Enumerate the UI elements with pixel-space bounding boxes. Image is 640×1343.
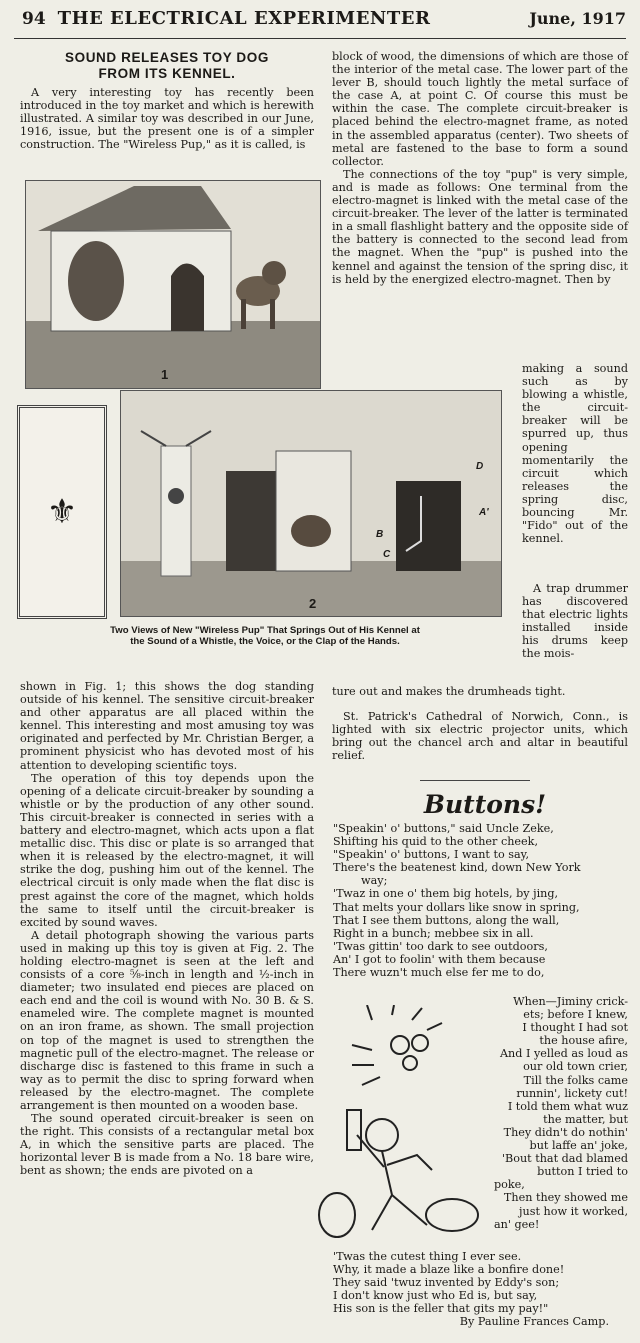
paragraph: St. Patrick's Cathedral of Norwich, Conn., is lighted with six electric projector units, which bring out the chancel arch and altar in beautiful relief. bbox=[332, 710, 628, 763]
figure-2-label: 2 bbox=[309, 596, 317, 611]
figure-caption: Two Views of New "Wireless Pup" That Springs Out of His Kennel at the Sound of a Whistle, the Voice, or the Clap of the Hands. bbox=[110, 625, 420, 647]
kennel-illustration bbox=[26, 181, 320, 388]
issue-date: June, 1917 bbox=[529, 9, 626, 28]
figure-2-photo bbox=[120, 390, 502, 617]
apparatus-illustration bbox=[121, 391, 501, 616]
filler-notes bbox=[332, 685, 628, 762]
article-intro bbox=[20, 50, 314, 151]
page-number: 94 bbox=[22, 9, 46, 29]
paragraph: making a sound such as by blowing a whistle, the circuit-breaker will be spurred up, thus opening momentarily the circuit which releases the spring disc, bouncing Mr. "Fido" out of the kennel. bbox=[522, 362, 628, 546]
fleur-de-lis-icon: ⚜ bbox=[17, 405, 107, 619]
figure-1-photo bbox=[25, 180, 321, 389]
magazine-title: THE ELECTRICAL EXPERIMENTER bbox=[57, 8, 431, 29]
paragraph: The operation of this toy depends upon the opening of a delicate circuit-breaker by sounding a whistle or by the production of any other sound. This circuit-breaker is connected in series with a battery and electro-magnet, which acts upon a flat metallic disc. This disc or plate is so arranged that when it is released by the electro-magnet, it will strike the dog, pushing him out of the kennel. The electrical circuit is only made when the flat disc is prest against the core of the magnet, which holds the same to itself until the circuit-breaker is excited by sound waves. bbox=[20, 771, 314, 929]
part-label-b: B bbox=[376, 529, 384, 540]
paragraph: ture out and makes the drumheads tight. bbox=[332, 685, 566, 698]
article-col2-top bbox=[332, 50, 628, 286]
paragraph: shown in Fig. 1; this shows the dog standing outside of his kennel. The sensitive circuit-breaker and other apparatus are all placed within the kennel. This interesting and most amusing toy was originated and perfected by Mr. Christian Berger, a prominent physicist who has devoted most of his attention to developing scientific toys. bbox=[20, 680, 314, 772]
paragraph: The sound operated circuit-breaker is seen on the right. This consists of a rectangular metal box A, in which the sensitive parts are placed. The horizontal lever B is made from a No. 18 bare wire, bent as shown; the ends are pivoted on a bbox=[20, 1112, 314, 1178]
header-rule bbox=[14, 38, 626, 39]
part-label-c: C bbox=[383, 549, 391, 560]
poem-stanza-a: "Speakin' o' buttons," said Uncle Zeke, Shifting his quid to the other cheek, "Speakin' o' buttons, I want to say, There's the beatenest kind, down New York way; 'Twaz in one o' them big hotels, by jing, That melts your dollars like snow in spring, That I see them buttons, along the wall, Right in a bunch; mebbee six in all. 'Twas gittin' too dark to see outdoors, An' I got to foolin' with them because There wuzn't much else fer me to do, bbox=[333, 822, 581, 980]
page-header bbox=[22, 8, 626, 36]
paragraph: The connections of the toy "pup" is very simple, and is made as follows: One terminal from the electro-magnet is linked with the metal case of the circuit-breaker. The lever of the latter is terminated in a small flashlight battery and the opposite side of the battery is connected to the second lead from the magnet. When the "pup" is pushed into the kennel and against the tension of the spring disc, it is held by the energized electro-magnet. Then by bbox=[332, 167, 628, 286]
article-col1-bottom bbox=[20, 680, 314, 1178]
figure-1-label: 1 bbox=[161, 367, 169, 382]
paragraph: A trap drummer has discovered that electric lights installed inside his drums keep the mois- bbox=[522, 582, 628, 661]
uncle-zeke-cartoon bbox=[312, 1005, 487, 1245]
article-headline: SOUND RELEASES TOY DOG FROM ITS KENNEL. bbox=[65, 50, 269, 81]
poem-stanza-b: When—Jiminy crick- ets; before I knew, I thought I had sot the house afire, And I yelled as loud as our old town crier, Till the folks came runnin', lickety cut! I told them what wuz the matter, but They didn't do nothin' but laffe an' joke, 'Bout that dad blamed button I tried to poke, Then they showed me just how it worked, an' gee! bbox=[494, 995, 628, 1231]
trap-drummer-note bbox=[522, 582, 628, 661]
poem-title: Buttons! bbox=[423, 790, 547, 819]
poem-stanza-c: 'Twas the cutest thing I ever see. Why, it made a blaze like a bonfire done! They said 'twuz invented by Eddy's son; I don't know just who Ed is, but say, His son is the feller that gits my pay!" By Pauline Frances Camp. bbox=[333, 1250, 629, 1329]
paragraph: block of wood, the dimensions of which are those of the interior of the metal case. The lower part of the lever B, should touch lightly the metal surface of the case A, at point C. Of course this must be within the case. The complete circuit-breaker is placed behind the electro-magnet frame, as noted in the assembled apparatus (center). Two sheets of metal are fastened to the base to form a sound collector. bbox=[332, 50, 628, 168]
paragraph: A very interesting toy has recently been introduced in the toy market and which is herewith illustrated. A similar toy was described in our June, 1916, issue, but the present one is of a simpler construction. The "Wireless Pup," as it is called, is bbox=[20, 86, 314, 152]
part-label-d: D bbox=[476, 461, 484, 472]
divider bbox=[420, 780, 530, 781]
paragraph: A detail photograph showing the various parts used in making up this toy is given at Fig. 2. The holding electro-magnet is seen at the left and consists of a core ⅝-inch in length and ½-inch in diameter; two insulated end pieces are placed on each end and the coil is wound with No. 30 B. & S. enameled wire. The complete magnet is mounted on an iron frame, as shown. The small projection on top of the magnet is used to strengthen the magnetic pull of the electro-magnet. The release or discharge disc is fastened to this frame in such a way as to permit the disc to spring forward when released by the electro-magnet. The complete arrangement is then mounted on a wooden base. bbox=[20, 928, 314, 1112]
poem-author: By Pauline Frances Camp. bbox=[459, 1315, 609, 1329]
part-label-a: A' bbox=[479, 507, 489, 518]
article-col2-narrow bbox=[522, 362, 628, 545]
